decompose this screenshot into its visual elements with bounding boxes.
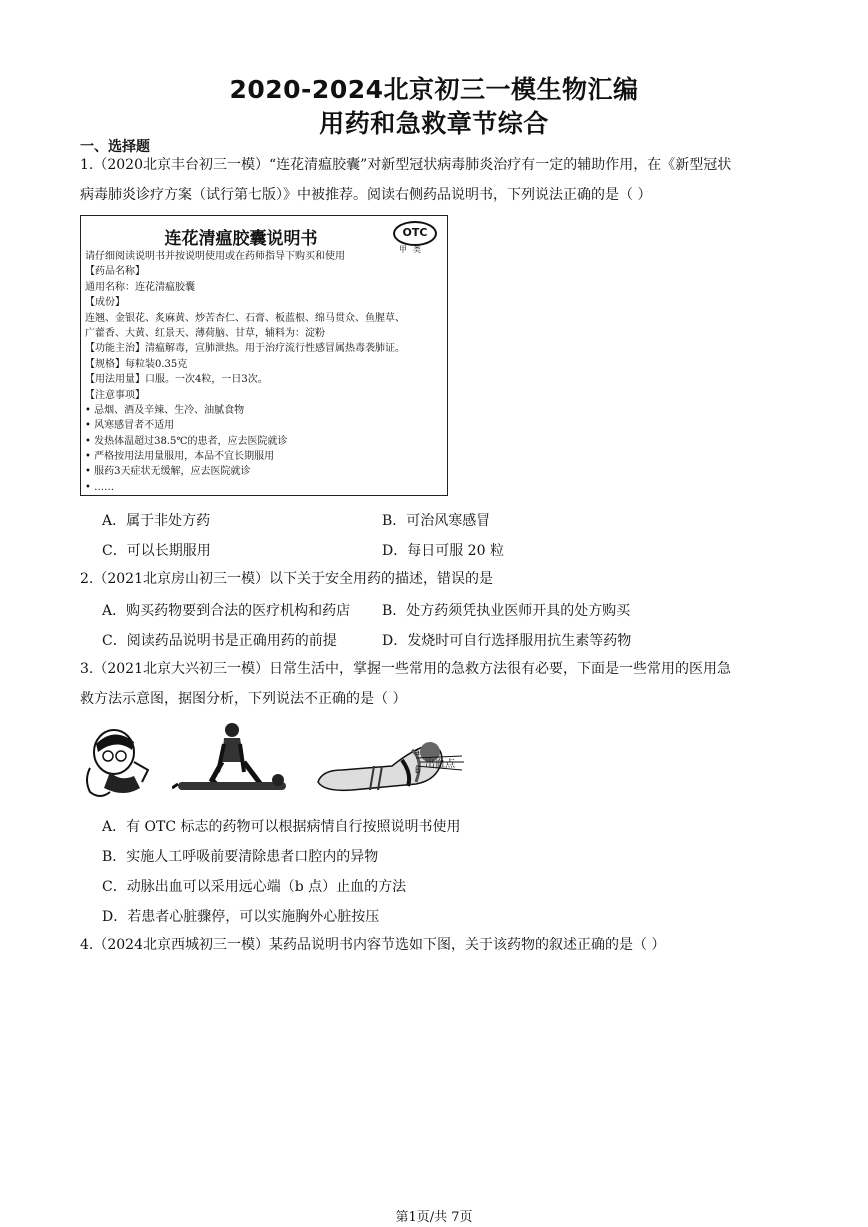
cpr-figure <box>172 722 290 796</box>
figure-label-bleeding-point: 出血点 <box>425 759 455 770</box>
question-1-line-2: 病毒肺炎诊疗方案（试行第七版）》中被推荐。阅读右侧药品说明书，下列说法正确的是（ ） <box>80 187 652 203</box>
leaflet-line: • 风寒感冒者不适用 <box>85 420 175 432</box>
leaflet-line: 通用名称：连花清瘟胶囊 <box>85 281 195 293</box>
drug-leaflet-image <box>80 215 448 496</box>
question-1-stem <box>80 150 796 210</box>
figure-label-a: a <box>415 748 420 757</box>
question-1-option-c: C．可以长期服用 <box>102 543 211 559</box>
question-3-option-a: A．有 OTC 标志的药物可以根据病情自行按照说明书使用 <box>102 819 461 835</box>
leaflet-line: 请仔细阅读说明书并按说明使用或在药师指导下购买和使用 <box>85 251 345 262</box>
question-3-option-c: C．动脉出血可以采用远心端（b 点）止血的方法 <box>102 879 407 895</box>
leaflet-line: • 忌烟、酒及辛辣、生冷、油腻食物 <box>85 404 245 416</box>
question-3-option-d: D．若患者心脏骤停，可以实施胸外心脏按压 <box>102 909 380 925</box>
figure-label-b: b <box>415 766 421 775</box>
question-2-option-c: C．阅读药品说明书是正确用药的前提 <box>102 633 337 649</box>
question-2-option-a: A．购买药物要到合法的医疗机构和药店 <box>102 603 351 619</box>
question-3-option-b: B．实施人工呼吸前要清除患者口腔内的异物 <box>102 849 379 865</box>
leaflet-line: • …… <box>85 481 115 493</box>
arm-bleeding-figure <box>312 730 492 800</box>
leaflet-line: • 严格按用法用量服用，本品不宜长期服用 <box>85 451 275 463</box>
question-2-option-b: B．处方药须凭执业医师开具的处方购买 <box>382 603 631 619</box>
question-1-option-b: B．可治风寒感冒 <box>382 513 491 529</box>
leaflet-line: 【用法用量】口服。一次4粒，一日3次。 <box>85 374 268 386</box>
leaflet-line: 【功能主治】清瘟解毒，宣肺泄热。用于治疗流行性感冒属热毒袭肺证。 <box>85 343 405 355</box>
leaflet-line: • 服药3天症状无缓解，应去医院就诊 <box>85 466 251 478</box>
question-3-line-2: 救方法示意图，据图分析，下列说法不正确的是（ ） <box>80 691 407 707</box>
question-1-option-d: D．每日可服 20 粒 <box>382 543 504 559</box>
leaflet-line: 连翘、金银花、炙麻黄、炒苦杏仁、石膏、板蓝根、绵马贯众、鱼腥草、 <box>85 312 405 324</box>
question-2-stem: 2.（2021北京房山初三一模）以下关于安全用药的描述，错误的是 <box>80 571 493 587</box>
otc-badge: OTC <box>393 221 437 246</box>
question-1-line-1: 1.（2020北京丰台初三一模）“连花清瘟胶囊”对新型冠状病毒肺炎治疗有一定的辅助作用，在《新型冠状 <box>80 157 732 173</box>
leaflet-line: 【药品名称】 <box>85 266 145 278</box>
section-heading: 一、选择题 <box>80 139 150 155</box>
leaflet-line: 【成份】 <box>85 297 125 309</box>
question-2-option-d: D．发烧时可自行选择服用抗生素等药物 <box>382 633 632 649</box>
leaflet-body <box>85 249 447 495</box>
question-1-option-a: A．属于非处方药 <box>102 513 211 529</box>
leaflet-title: 连花清瘟胶囊说明书 <box>164 229 318 249</box>
question-3-stem <box>80 654 796 714</box>
rescue-breathing-figure <box>80 722 152 802</box>
document-title: 2020-2024北京初三一模生物汇编 <box>229 75 639 104</box>
question-3-line-1: 3.（2021北京大兴初三一模）日常生活中，掌握一些常用的急救方法很有必要，下面是一些常用的医用急 <box>80 661 731 677</box>
leaflet-line: 【规格】每粒装0.35克 <box>85 358 188 370</box>
otc-class-label: 甲类 <box>399 245 427 254</box>
page-footer: 第1页/共 7页 <box>395 1210 473 1225</box>
question-4-stem: 4.（2024北京西城初三一模）某药品说明书内容节选如下图，关于该药物的叙述正确的是（ ） <box>80 937 666 953</box>
leaflet-line: 【注意事项】 <box>85 389 145 401</box>
leaflet-line: 广藿香、大黄、红景天、薄荷脑、甘草，辅料为：淀粉 <box>85 327 325 339</box>
document-subtitle: 用药和急救章节综合 <box>319 109 549 138</box>
leaflet-line: • 发热体温超过38.5℃的患者，应去医院就诊 <box>85 435 288 447</box>
